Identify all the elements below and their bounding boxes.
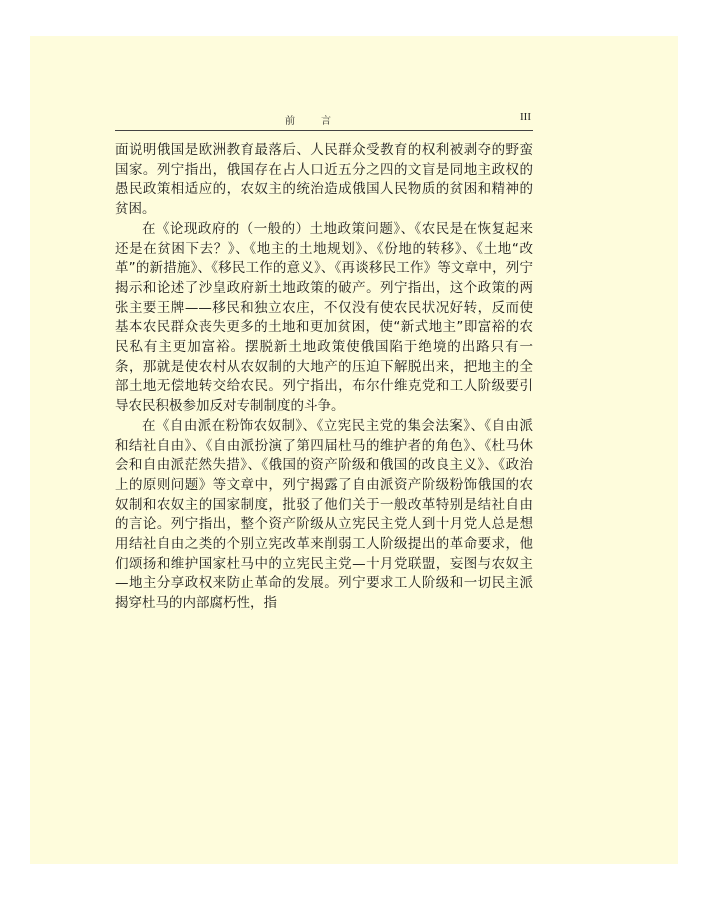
body-text <box>115 141 533 614</box>
header-title: 前言 <box>285 116 357 127</box>
page-number: III <box>520 111 531 123</box>
paragraph-1: 面说明俄国是欧洲教育最落后、人民群众受教育的权利被剥夺的野蛮国家。列宁指出，俄国存在占人口近五分之四的文盲是同地主政权的愚民政策相适应的，农奴主的统治造成俄国人民物质的贫困和精神的贫困。 <box>115 142 533 218</box>
running-header <box>115 110 533 131</box>
paragraph-2: 在《论现政府的（一般的）土地政策问题》、《农民是在恢复起来还是在贫困下去？》、《地主的土地规划》、《份地的转移》、《土地“改革”的新措施》、《移民工作的意义》、《再谈移民工作》等文章中，列宁揭示和论述了沙皇政府新土地政策的破产。列宁指出，这个政策的两张主要王牌——移民和独立农庄，不仅没有使农民状况好转，反而使基本农民群众丧失更多的土地和更加贫困，使“新式地主”即富裕的农民私有主更加富裕。摆脱新土地政策使俄国陷于绝境的出路只有一条，那就是使农村从农奴制的大地产的压迫下解脱出来，把地主的全部土地无偿地转交给农民。列宁指出，布尔什维克党和工人阶级要引导农民积极参加反对专制制度的斗争。 <box>115 220 533 415</box>
paragraph-3: 在《自由派在粉饰农奴制》、《立宪民主党的集会法案》、《自由派和结社自由》、《自由派扮演了第四届杜马的维护者的角色》、《杜马休会和自由派茫然失措》、《俄国的资产阶级和俄国的改良主义》、《政治上的原则问题》等文章中，列宁揭露了自由派资产阶级粉饰俄国的农奴制和农奴主的国家制度，批驳了他们关于一般改革特别是结社自由的言论。列宁指出，整个资产阶级从立宪民主党人到十月党人总是想用结社自由之类的个别立宪改革来削弱工人阶级提出的革命要求，他们颂扬和维护国家杜马中的立宪民主党—十月党联盟，妄图与农奴主—地主分享政权来防止革命的发展。列宁要求工人阶级和一切民主派揭穿杜马的内部腐朽性，指 <box>115 417 533 612</box>
